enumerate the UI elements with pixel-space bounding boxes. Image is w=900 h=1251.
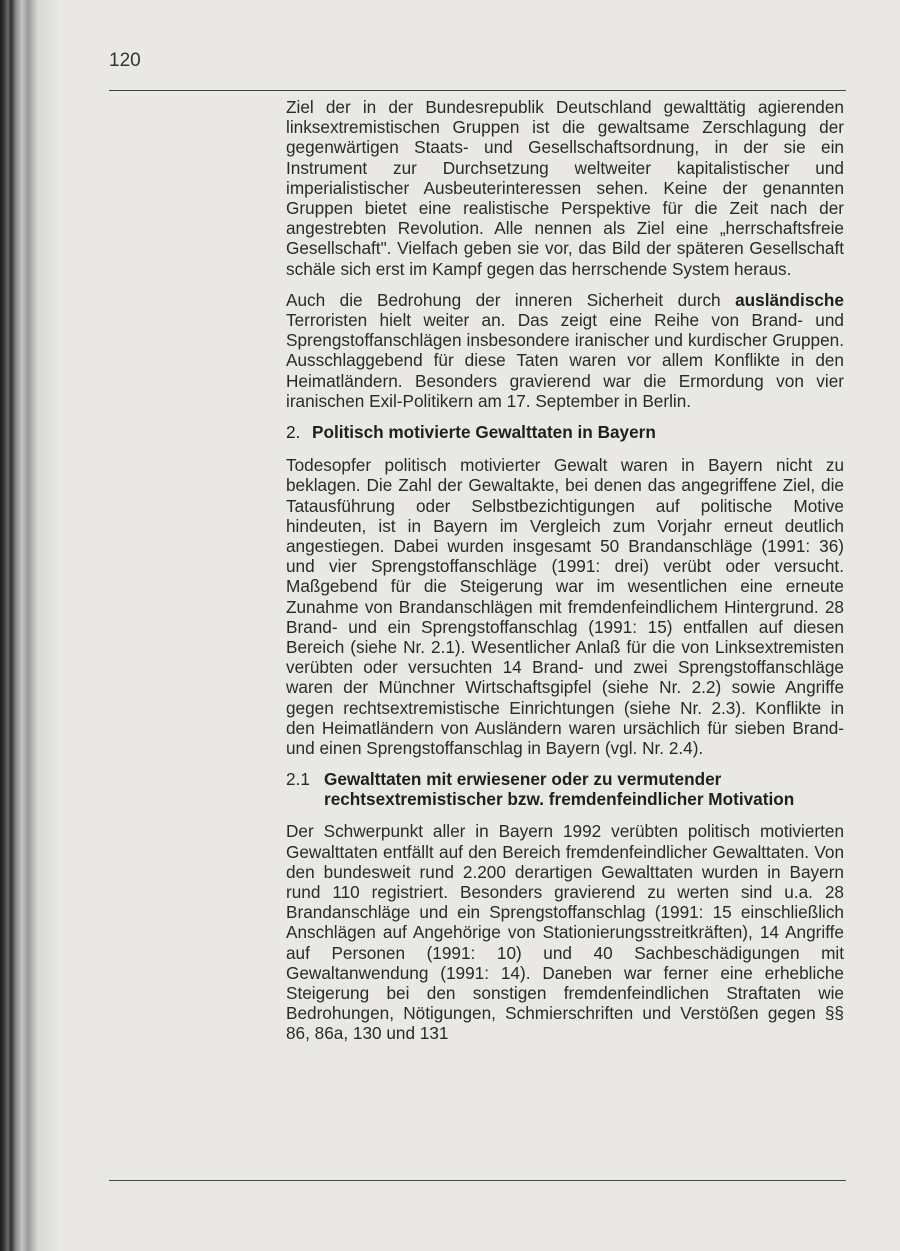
section-number: 2.1: [286, 769, 310, 790]
paragraph-bavaria-violence: Todesopfer politisch motivierter Gewalt waren in Bayern nicht zu beklagen. Die Zahl der Gewaltakte, bei denen das angegriffene Ziel, die Tatausführung oder Selbstbezichtigungen auf politische Motive hindeuten, ist in Bayern im Vergleich zum Vorjahr erneut deutlich angestiegen. Dabei wurden insgesamt 50 Brandanschläge (1991: 36) und vier Sprengstoffanschläge (1991: drei) verübt oder versucht. Maßgebend für die Steigerung war im wesentlichen eine erneute Zunahme von Brandanschlägen mit fremdenfeindlichem Hintergrund. 28 Brand- und ein Sprengstoffanschlag (1991: 15) entfallen auf diesen Bereich (siehe Nr. 2.1). Wesentlicher Anlaß für die von Linksextremisten verübten oder versuchten 14 Brand- und zwei Sprengstoffanschläge waren der Münchner Wirtschaftsgipfel (siehe Nr. 2.2) sowie Angriffe gegen rechtsextremistische Einrichtungen (siehe Nr. 2.3). Konflikte in den Heimatländern von Ausländern waren ursächlich für sieben Brand- und einen Sprengstoffanschlag in Bayern (vgl. Nr. 2.4).: [286, 455, 844, 759]
section-number: 2.: [286, 422, 301, 443]
body-text: [286, 97, 844, 1055]
paragraph-left-extremist-goals: Ziel der in der Bundesrepublik Deutschland gewalttätig agierenden linksextremistischen Gruppen ist die gewaltsame Zerschlagung der gegenwärtigen Staats- und Gesellschaftsordnung, in der sie ein Instrument zur Durchsetzung weltweiter kapitalistischer und imperialistischer Ausbeuterinteressen sehen. Keine der genannten Gruppen bietet eine realistische Perspektive für die Zeit nach der angestrebten Revolution. Alle nennen als Ziel eine „herrschaftsfreie Gesellschaft". Vielfach geben sie vor, das Bild der späteren Gesellschaft schäle sich erst im Kampf gegen das herrschende System heraus.: [286, 97, 844, 279]
paragraph-text: Terroristen hielt weiter an. Das zeigt eine Reihe von Brand- und Sprengstoffanschlägen insbesondere iranischer und kurdischer Gruppen. Ausschlaggebend für diese Taten waren vor allem Konflikte in den Heimatländern. Besonders gravierend war die Ermordung von vier iranischen Exil-Politikern am 17. September in Berlin.: [286, 310, 844, 411]
section-heading-2-1: [286, 769, 844, 809]
book-spine-shadow: [0, 0, 58, 1251]
section-title: Politisch motivierte Gewalttaten in Bayern: [312, 422, 656, 443]
emphasis-auslaendische: ausländische: [735, 289, 844, 310]
paragraph-foreign-terrorists: [286, 290, 844, 411]
paragraph-xenophobic-violence: Der Schwerpunkt aller in Bayern 1992 verübten politisch motivierten Gewalttaten entfällt auf den Bereich fremdenfeindlicher Gewalttaten. Von den bundesweit rund 2.200 derartigen Gewalttaten wurden in Bayern rund 110 registriert. Besonders gravierend zu werten sind u.a. 28 Brandanschläge und ein Sprengstoffanschlag (1991: 15 einschließlich Anschlägen auf Angehörige von Stationierungsstreitkräften), 14 Angriffe auf Personen (1991: 10) und 40 Sachbeschädigungen mit Gewaltanwendung (1991: 14). Daneben war ferner eine erhebliche Steigerung bei den sonstigen fremdenfeindlichen Straftaten wie Bedrohungen, Nötigungen, Schmierschriften und Verstößen gegen §§ 86, 86a, 130 und 131: [286, 821, 844, 1044]
section-title: Gewalttaten mit erwiesener oder zu vermutender rechtsextremistischer bzw. fremdenfeindlicher Motivation: [324, 769, 795, 810]
footer-rule: [109, 1180, 846, 1181]
section-heading-2: [286, 422, 844, 442]
page-number: 120: [109, 50, 141, 71]
paragraph-text: Auch die Bedrohung der inneren Sicherheit durch: [286, 289, 736, 310]
header-rule: [109, 90, 846, 91]
